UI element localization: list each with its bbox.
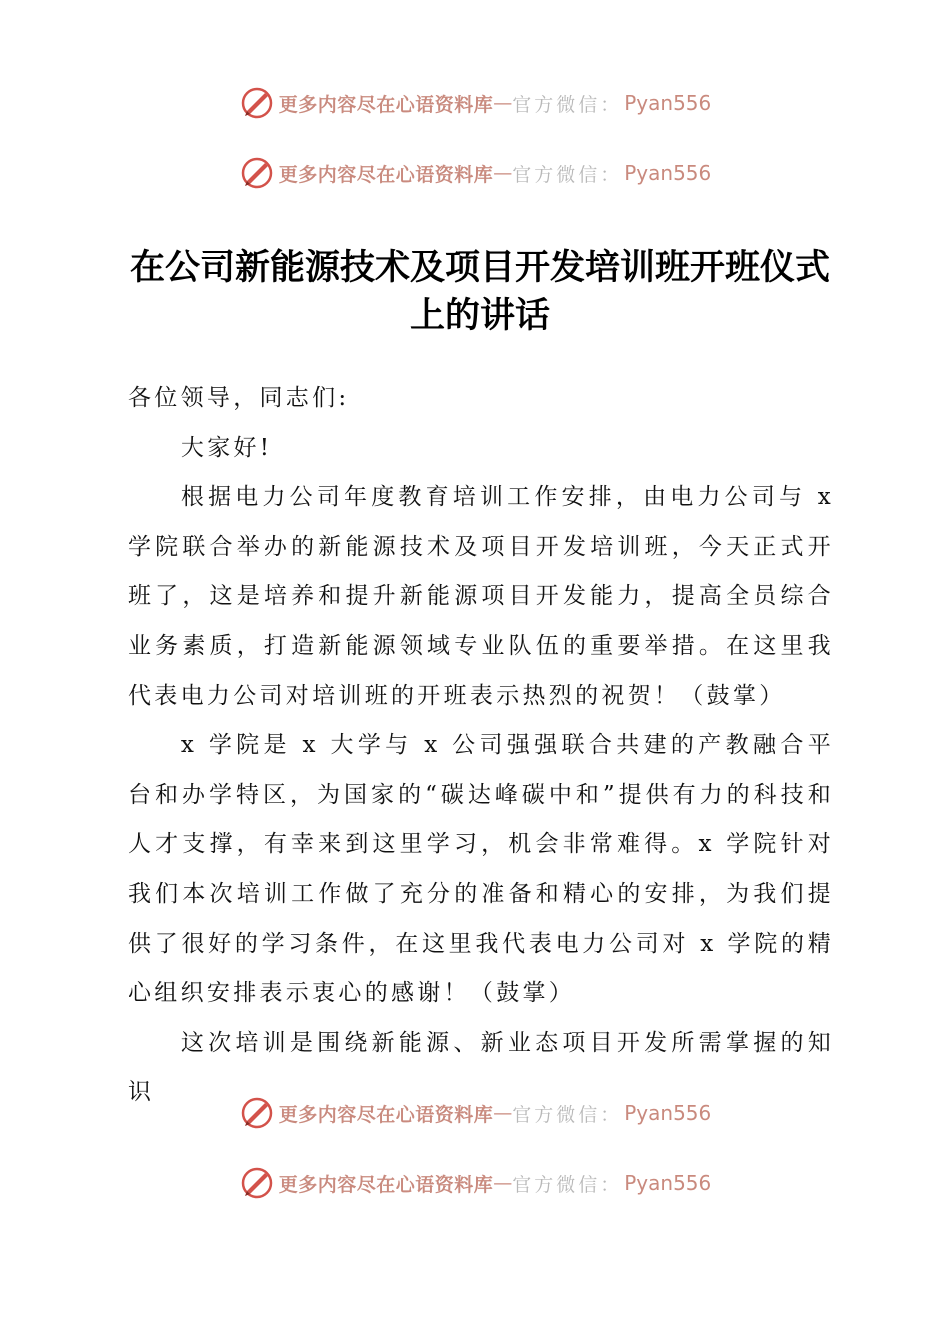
watermark-dash: — — [493, 1172, 513, 1194]
pen-logo-icon — [239, 1095, 275, 1131]
paragraph-1: 根据电力公司年度教育培训工作安排，由电力公司与 x 学院联合举办的新能源技术及项目开发培训班，今天正式开班了，这是培养和提升新能源项目开发能力，提高全员综合业务素质，打造新能源领域专业队伍的重要举措。在这里我代表电力公司对培训班的开班表示热烈的祝贺！（鼓掌） — [128, 484, 834, 709]
watermark-text: 更多内容尽在心语资料库 — [278, 93, 494, 116]
watermark-banner-top-2 — [0, 153, 950, 193]
watermark-text: 更多内容尽在心语资料库 — [278, 163, 494, 186]
watermark-banner-bottom-2 — [0, 1163, 950, 1203]
salutation: 各位领导，同志们: — [128, 385, 350, 411]
watermark-id: Pyan556 — [624, 1101, 712, 1125]
watermark-dash: — — [493, 162, 513, 184]
watermark-id: Pyan556 — [624, 161, 712, 185]
paragraph-2: x 学院是 x 大学与 x 公司强强联合共建的产教融合平台和办学特区，为国家的“碳达峰碳中和”提供有力的科技和人才支撑，有幸来到这里学习，机会非常难得。x 学院针对我们本次培训工作做了充分的准备和精心的安排，为我们提供了很好的学习条件，在这里我代表电力公司对 x 学院的精心组织安排表示衷心的感谢！（鼓掌） — [128, 732, 834, 1007]
watermark-text: 更多内容尽在心语资料库 — [278, 1173, 494, 1196]
watermark-banner-top-1 — [0, 83, 950, 123]
greeting: 大家好! — [180, 434, 273, 461]
watermark-id: Pyan556 — [624, 91, 712, 115]
document-title — [110, 244, 850, 340]
watermark-label: 官方微信： — [512, 163, 623, 186]
watermark-dash: — — [493, 92, 513, 114]
pen-logo-icon — [239, 1165, 275, 1201]
watermark-id: Pyan556 — [624, 1171, 712, 1195]
watermark-text: 更多内容尽在心语资料库 — [278, 1103, 494, 1126]
pen-logo-icon — [239, 155, 275, 191]
watermark-label: 官方微信： — [512, 1103, 623, 1126]
title-line-2: 上的讲话 — [409, 296, 550, 336]
pen-logo-icon — [239, 85, 275, 121]
watermark-label: 官方微信： — [512, 93, 623, 116]
title-line-1: 在公司新能源技术及项目开发培训班开班仪式 — [129, 248, 830, 288]
document-body — [128, 374, 834, 1118]
paragraph-3: 这次培训是围绕新能源、新业态项目开发所需掌握的知识 — [128, 1029, 834, 1106]
watermark-label: 官方微信： — [512, 1173, 623, 1196]
watermark-dash: — — [493, 1102, 513, 1124]
watermark-banner-bottom-1 — [0, 1093, 950, 1133]
